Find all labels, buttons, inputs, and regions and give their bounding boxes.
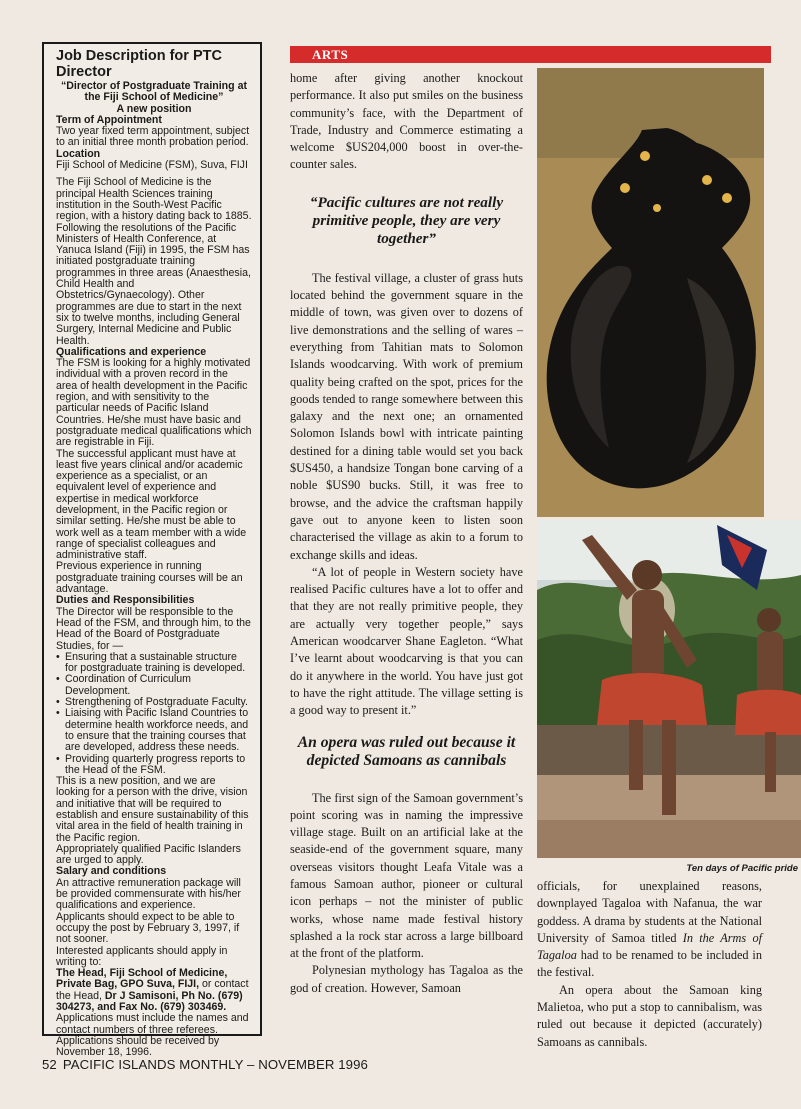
intro-paragraph-2: Following the resolutions of the Pacific Ministers of Health Conference, at Yanuca Island (Fiji) in 1995, the FSM has initiated postgraduate training programmes in three areas (Anaesthesia, Child Health and Obstetrics/Gynaecology). Other programmes are due to start in the next six to twelve months, including General Surgery, Internal Medicine and Public Health.	[56, 221, 251, 347]
duties-heading: Duties and Responsibilities	[56, 594, 195, 607]
location-heading: Location	[56, 147, 101, 160]
contact-mid: or contact the Head,	[56, 978, 249, 1002]
closing-text: Applications must include the names and contact numbers of three referees. Applications should be received by November 18, 1996.	[56, 1012, 249, 1059]
term-heading: Term of Appointment	[56, 113, 162, 126]
duties-list	[56, 652, 252, 776]
page-number: 52	[42, 1057, 57, 1072]
article-paragraph	[537, 878, 762, 982]
duties-intro: The Director will be responsible to the Head of the FSM, and through him, to the Head of the Board of Postgraduate Studies, for —	[56, 605, 251, 652]
dancers-photo	[537, 520, 801, 858]
address: The Head, Fiji School of Medicine, Private Bag, GPO Suva, FIJI,	[56, 967, 228, 991]
duty-item: • Providing quarterly progress reports to the Head of the FSM.	[56, 754, 252, 777]
location-text: Fiji School of Medicine (FSM), Suva, FIJI	[56, 159, 248, 172]
job-title: Job Description for PTC Director	[56, 48, 222, 80]
contact-details	[56, 968, 252, 1013]
new-position-text: This is a new position, and we are looking for a person with the drive, vision and initiative that will be required to establish and ensure sustainability of this vital area in the field of health training in the Pacific region.	[56, 775, 249, 844]
article-text: had to be renamed to be included in the festival.	[537, 948, 762, 980]
article-paragraph: The first sign of the Samoan government’s point scoring was in naming the impressive village stage. Built on an artificial lake at the seaside-end of the government square, many overseas visitors thought Leafa Vitale was a famous Samoan author, pioneer or cultural icon perhaps – not the minister of public works, whose name made festival history splashed a la rock star across a large billboard at the front of the platform.	[290, 790, 523, 961]
job-description-box	[42, 42, 262, 1059]
salary-text: An attractive remuneration package will be provided commensurate with his/her qualifications and experience.	[56, 876, 241, 912]
article-paragraph: Polynesian mythology has Tagaloa as the god of creation. However, Samoan	[290, 963, 523, 995]
qualifications-text-3: Previous experience in running postgraduate training courses will be an advantage.	[56, 560, 243, 596]
job-subtitle: “Director of Postgraduate Training at the Fiji School of Medicine”	[60, 80, 247, 104]
drama-title: In the Arms of Tagaloa	[537, 930, 763, 963]
article-column-1	[290, 70, 523, 997]
article-paragraph: “A lot of people in Western society have realised Pacific cultures have a lot to offer and that they are not really primitive people, they are actually very together people,” says American woodcarver Shane Eagleton. “What I’ve learnt about woodcarving is that you can do it anywhere in the world. You have just got to have the right attitude. The village setting is a good way to present it.”	[290, 564, 523, 718]
position-note: A new position	[116, 102, 192, 115]
salary-heading: Salary and conditions	[56, 865, 167, 878]
apply-urge: Appropriately qualified Pacific Islanders are urged to apply.	[56, 842, 241, 867]
article-column-2	[537, 878, 762, 1051]
article-subhead: An opera was ruled out because it depicted Samoans as cannibals	[297, 733, 516, 769]
article-paragraph: The festival village, a cluster of grass huts located behind the government square in the middle of town, was given over to dozens of live demonstrations and the selling of wares – everything from Tahitian mats to Solomon Islands woodcarving. With work of premium quality being crafted on the spot, prices for the goods tended to range somewhere between this galaxy and the next one; an ornamented Solomon Islands bowl with intricate painting destined for a dining table would set you back $US450, a handsize Tongan bone carving of a noble $US90 bucks. Still, it was free to browse, and the advice the craftsman happily gave out to anyone keen to listen soon characterised the village as akin to a forum to exchange skills and ideas.	[290, 270, 523, 562]
carved-vessel-illustration	[537, 68, 764, 517]
apply-intro: Interested applicants should apply in writing to:	[56, 944, 228, 968]
occupy-text: Applicants should expect to be able to occupy the post by February 3, 1997, if not sooner.	[56, 910, 240, 946]
duty-item: • Liaising with Pacific Island Countries to determine health workforce needs, and to ensure that the training courses that are developed, address these needs.	[56, 708, 252, 753]
dancers-illustration	[537, 520, 801, 858]
page-footer	[42, 1057, 374, 1072]
publication-line: PACIFIC ISLANDS MONTHLY – NOVEMBER 1996	[62, 1057, 368, 1072]
section-banner: ARTS	[290, 46, 771, 63]
qualifications-text-2: The successful applicant must have at least five years clinical and/or academic experience as a specialist, or an equivalent level of experience and expertise in medical workforce development, in the Pacific region or similar setting. He/she must be able to work well as a team member with a wide range of specialist colleagues and administrative staff.	[56, 447, 247, 562]
carved-vessel-photo	[537, 68, 764, 517]
qualifications-text-1: The FSM is looking for a highly motivated individual with a proven record in the area of health development in the Pacific region, and with sensitivity to the particular needs of Pacific Island Countries. He/she must have basic and postgraduate medical qualifications which are registrable in Fiji.	[56, 357, 252, 449]
duty-item: • Ensuring that a sustainable structure for postgraduate training is developed.	[56, 652, 252, 675]
pull-quote: “Pacific cultures are not really primitive people, they are very together”	[309, 193, 504, 247]
article-paragraph: An opera about the Samoan king Malietoa, who put a stop to cannibalism, was ruled out because it depicted (accurately) Samoans as cannibals.	[537, 982, 762, 1049]
intro-paragraph-1: The Fiji School of Medicine is the principal Health Sciences training institution in the South-West Pacific region, with a history dating back to 1885.	[56, 176, 252, 223]
article-text: officials, for unexplained reasons, downplayed Tagaloa with Nafanua, the war goddess. A drama by students at the National University of Samoa titled	[537, 879, 762, 945]
contact-numbers: Dr J Samisoni, Ph No. (679) 304273, and Fax No. (679) 303469.	[56, 989, 243, 1014]
photo-caption: Ten days of Pacific pride	[686, 863, 798, 874]
duty-item: • Strengthening of Postgraduate Faculty.	[56, 697, 252, 708]
qualifications-heading: Qualifications and experience	[56, 345, 207, 358]
article-paragraph: home after giving another knockout performance. It also put smiles on the business community’s face, with the Department of Trade, Industry and Commerce estimating a welcome $US204,000 boost in over-the-counter sales.	[290, 71, 523, 172]
term-text: Two year fixed term appointment, subject to an initial three month probation period.	[56, 125, 250, 149]
duty-item: • Coordination of Curriculum Development.	[56, 674, 252, 697]
